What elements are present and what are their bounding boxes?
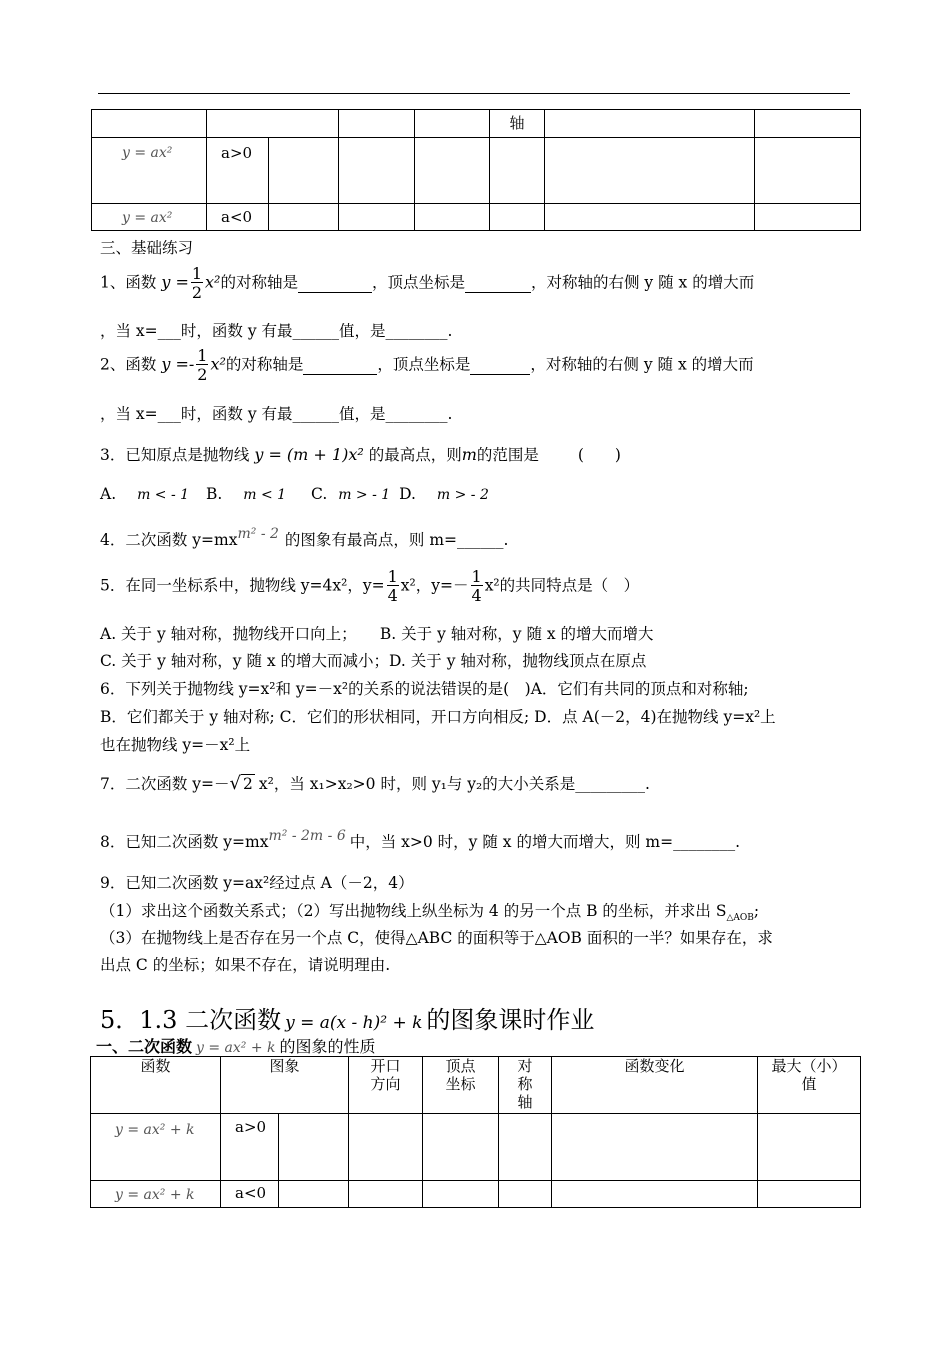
q3-option-d-label: D. [399, 485, 416, 503]
question-7 [100, 772, 650, 794]
q2-text-b: ，顶点坐标是 [377, 355, 471, 374]
frac-numerator: 1 [197, 346, 208, 365]
q1-eq-lhs: y = [161, 272, 189, 292]
subtitle-suffix: 的图象的性质 [279, 1037, 376, 1056]
section-title [100, 1000, 594, 1035]
frac-numerator: 1 [387, 567, 398, 586]
question-1-line-2: ，当 x=___时，函数 y 有最______值，是________. [100, 322, 453, 340]
q3-text-3: 的范围是 [476, 446, 539, 464]
q7-text-2: x²，当 x₁>x₂>0 时，则 y₁与 y₂的大小关系是_________. [258, 775, 650, 793]
bottom-table-header-row [91, 1057, 861, 1114]
question-9-line-3: （3）在抛物线上是否存在另一个点 C，使得△ABC 的面积等于△AOB 面积的一半？如果存在，求 [100, 929, 773, 947]
q2-eq-lhs: y =- [161, 354, 195, 374]
question-3-options [100, 485, 489, 503]
frac-denominator: 2 [197, 365, 208, 384]
question-2-line-2: ，当 x=___时，函数 y 有最______值，是________. [100, 405, 453, 423]
q3-option-b-label: B. [206, 485, 223, 503]
question-8 [100, 828, 740, 852]
q2-text-a: 的对称轴是 [225, 355, 304, 374]
question-4 [100, 526, 508, 550]
q2-eq-rhs: x² [210, 354, 226, 374]
axis-header: 轴 [490, 110, 545, 138]
q1-eq-rhs: x² [205, 272, 221, 292]
frac-denominator: 4 [471, 586, 482, 605]
header-vertex [423, 1057, 499, 1114]
q5-text: 5．在同一坐标系中，抛物线 y=4x²，y= [100, 576, 385, 595]
bottom-properties-table [90, 1056, 861, 1208]
function-formula: y = ax² + k [115, 1122, 195, 1138]
q1-fraction [191, 266, 203, 301]
function-formula: y = ax² [122, 145, 173, 161]
condition-cell: a>0 [207, 138, 269, 204]
q3-option-d: m > - 2 [436, 487, 489, 503]
q9-text-end: ; [753, 902, 760, 920]
question-6-line-2: B．它们都关于 y 轴对称; C．它们的形状相同，开口方向相反; D．点 A(－2，4)在抛物线 y=x²上 [100, 708, 776, 726]
q3-text: 3．已知原点是抛物线 [100, 446, 250, 464]
q8-text-2: 中，当 x>0 时，y 随 x 的增大而增大，则 m=________. [349, 833, 740, 851]
section-title-equation: y = a(x - h)² + k [285, 1013, 423, 1033]
q1-blank-axis[interactable] [298, 274, 372, 293]
header-graph [221, 1057, 349, 1114]
section-title-suffix: 的图象课时作业 [426, 1006, 595, 1034]
condition-cell: a<0 [221, 1181, 279, 1208]
frac-denominator: 2 [191, 283, 203, 302]
q3-variable: m [461, 445, 477, 464]
top-properties-table [91, 109, 861, 231]
header-opening [349, 1057, 423, 1114]
header-axis [499, 1057, 552, 1114]
question-6-line-3: 也在抛物线 y=－x²上 [100, 736, 251, 754]
q2-text-c: ，对称轴的右侧 y 随 x 的增大而 [530, 355, 754, 374]
header-text: 函数 [140, 1057, 171, 1075]
section-basic-practice-title: 三、基础练习 [100, 239, 194, 257]
frac-numerator: 1 [191, 264, 203, 283]
header-function [91, 1057, 221, 1114]
question-2 [100, 348, 754, 383]
q5-text-mid: x²，y=－ [400, 576, 469, 595]
bottom-table-row [91, 1181, 861, 1208]
header-change [552, 1057, 758, 1114]
subtitle-prefix: 一、二次函数 [96, 1037, 193, 1056]
q7-radicand: 2 [243, 775, 253, 793]
q9-subscript: △AOB [726, 913, 754, 924]
q8-text: 8．已知二次函数 y=mx [100, 833, 269, 851]
function-formula: y = ax² + k [115, 1187, 195, 1203]
q3-option-c-label: C. [311, 485, 328, 503]
header-text: 开口 方向 [370, 1057, 401, 1093]
q1-text-b: ，顶点坐标是 [371, 273, 465, 292]
header-text: 最大（小） 值 [771, 1057, 847, 1093]
question-6-line-1: 6．下列关于抛物线 y=x²和 y=－x²的关系的说法错误的是( )A．它们有共同的顶点和对称轴; [100, 680, 749, 698]
header-text: 顶点 坐标 [445, 1057, 476, 1093]
top-table-row [92, 204, 861, 231]
header-text: 图象 [269, 1057, 300, 1075]
q2-blank-axis[interactable] [303, 356, 377, 375]
question-9-line-2 [100, 899, 759, 923]
q9-text: （1）求出这个函数关系式；（2）写出抛物线上纵坐标为 4 的另一个点 B 的坐标，并求出 S [100, 902, 727, 920]
header-text: 函数变化 [624, 1057, 685, 1075]
q8-exponent: m² - 2m - 6 [268, 828, 346, 844]
q3-option-a-label: A. [100, 485, 117, 503]
subtitle-equation: y = ax² + k [196, 1040, 276, 1056]
q7-text: 7．二次函数 y=－ [100, 775, 230, 793]
function-formula: y = ax² [122, 210, 173, 226]
q4-exponent: m² - 2 [237, 526, 279, 542]
top-table-row [92, 138, 861, 204]
q3-option-a: m < - 1 [137, 487, 190, 503]
q5-fraction-1 [387, 569, 399, 604]
section-title-prefix: 5．1.3 二次函数 [100, 1006, 282, 1034]
question-9-line-4: 出点 C 的坐标；如果不存在，请说明理由. [100, 956, 391, 974]
q1-prefix: 1、函数 [100, 273, 157, 292]
question-5 [100, 569, 639, 604]
question-3 [100, 443, 621, 465]
q2-prefix: 2、函数 [100, 355, 157, 374]
sqrt-symbol: √ [229, 773, 242, 794]
question-9-line-1: 9．已知二次函数 y=ax²经过点 A（－2，4） [100, 874, 414, 892]
q5-fraction-2 [471, 569, 483, 604]
q3-option-b: m < 1 [243, 487, 287, 503]
section-subtitle [96, 1034, 376, 1057]
q3-equation: y = (m + 1)x² [254, 445, 364, 464]
q4-text: 4．二次函数 y=mx [100, 531, 238, 549]
q1-text-c: ，对称轴的右侧 y 随 x 的增大而 [531, 273, 755, 292]
q2-fraction [196, 348, 208, 383]
q3-text-2: 的最高点，则 [368, 446, 462, 464]
q5-text-end: x²的共同特点是（ ） [484, 576, 640, 595]
q4-text-2: 的图象有最高点，则 m=______. [284, 531, 509, 549]
condition-cell: a>0 [221, 1114, 279, 1181]
top-table-header-row [92, 110, 861, 138]
header-text: 对 称 轴 [517, 1057, 533, 1111]
q3-answer-paren[interactable]: ( ) [577, 446, 621, 464]
q1-blank-vertex[interactable] [465, 274, 531, 293]
header-rule [98, 93, 850, 94]
question-1 [100, 266, 754, 301]
q3-option-c: m > - 1 [338, 487, 391, 503]
q1-text-a: 的对称轴是 [220, 273, 298, 292]
condition-cell: a<0 [207, 204, 269, 231]
question-5-options-ab: A. 关于 y 轴对称，抛物线开口向上； B. 关于 y 轴对称，y 随 x 的增大而增大 [100, 625, 654, 643]
frac-numerator: 1 [471, 567, 482, 586]
question-5-options-cd: C. 关于 y 轴对称，y 随 x 的增大而减小；D. 关于 y 轴对称，抛物线顶点在原点 [100, 652, 647, 670]
q2-blank-vertex[interactable] [470, 356, 530, 375]
header-max-min [758, 1057, 861, 1114]
bottom-table-row [91, 1114, 861, 1181]
frac-denominator: 4 [387, 586, 398, 605]
